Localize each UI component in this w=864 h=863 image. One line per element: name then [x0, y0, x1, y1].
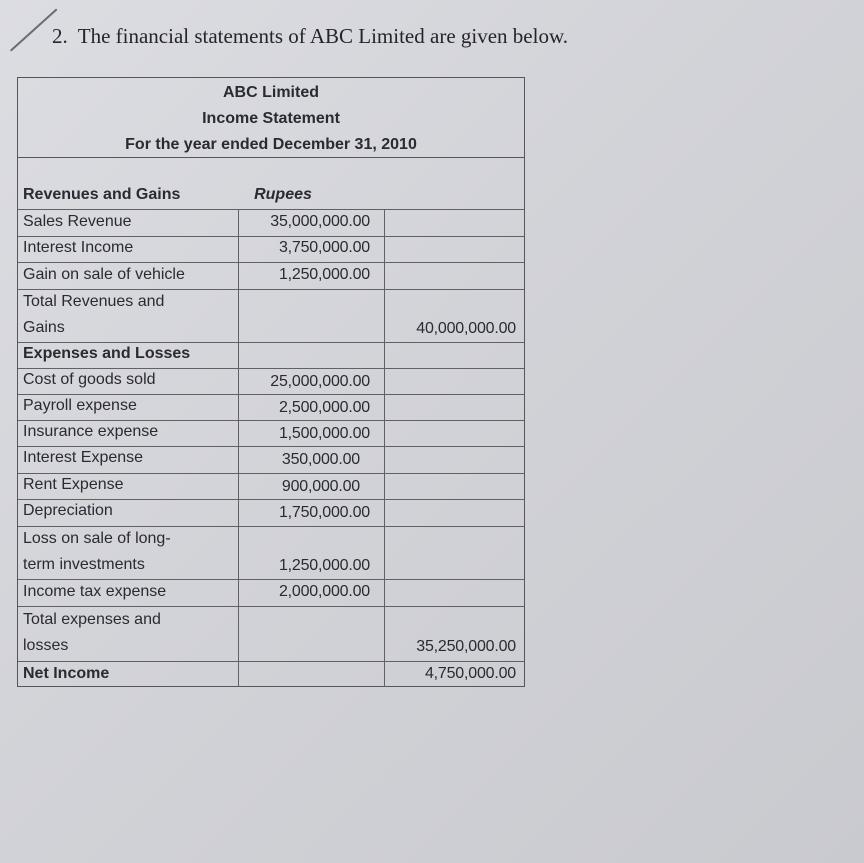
label-line: losses: [23, 637, 69, 654]
question-heading: [52, 24, 752, 54]
label-line: term investments: [23, 556, 145, 573]
expense-amount: 1,500,000.00: [278, 425, 370, 442]
revenue-amount: 3,750,000.00: [278, 239, 370, 256]
statement-header: [18, 78, 524, 158]
expense-amount: 2,500,000.00: [278, 399, 370, 416]
label-line: Total Revenues and: [23, 293, 165, 310]
column-divider: [238, 209, 239, 687]
row-divider: [18, 661, 524, 662]
question-number: 2.: [52, 24, 68, 48]
row-divider: [18, 262, 524, 263]
expense-label: Depreciation: [23, 502, 113, 519]
rupees-column-heading: Rupees: [254, 186, 312, 203]
income-tax-label: Income tax expense: [23, 583, 167, 600]
net-income-amount: 4,750,000.00: [424, 665, 516, 682]
row-divider: [18, 579, 524, 580]
loss-on-sale-amount: 1,250,000.00: [278, 557, 370, 574]
expenses-heading: Expenses and Losses: [23, 345, 191, 362]
expense-label: Insurance expense: [23, 423, 159, 440]
revenue-label: Interest Income: [23, 239, 134, 256]
label-line: Loss on sale of long-: [23, 530, 171, 547]
total-expenses-label: [23, 607, 228, 659]
question-text: The financial statements of ABC Limited are given below.: [77, 24, 568, 48]
label-line: Gains: [23, 319, 65, 336]
revenue-amount: 35,000,000.00: [270, 213, 370, 230]
expense-amount: 25,000,000.00: [270, 373, 370, 390]
expense-amount: 900,000.00: [281, 478, 360, 495]
company-name: ABC Limited: [223, 84, 319, 101]
label-line: Total expenses and: [23, 611, 161, 628]
row-divider: [18, 209, 524, 210]
margin-line: [10, 9, 57, 52]
expense-label: Cost of goods sold: [23, 371, 156, 388]
revenue-label: Sales Revenue: [23, 213, 132, 230]
net-income-label: Net Income: [23, 665, 110, 682]
expense-label: Interest Expense: [23, 449, 144, 466]
revenues-heading: Revenues and Gains: [23, 186, 181, 203]
expense-amount: 350,000.00: [281, 451, 360, 468]
expense-label: Rent Expense: [23, 476, 124, 493]
column-divider: [384, 209, 385, 687]
total-revenues-label: [23, 289, 228, 341]
loss-on-sale-label: [23, 526, 228, 578]
income-tax-amount: 2,000,000.00: [278, 583, 370, 600]
total-expenses-amount: 35,250,000.00: [416, 638, 516, 655]
statement-period: For the year ended December 31, 2010: [125, 136, 417, 153]
statement-title: Income Statement: [202, 110, 340, 127]
revenue-amount: 1,250,000.00: [278, 266, 370, 283]
income-statement-table: [17, 77, 525, 687]
expense-label: Payroll expense: [23, 397, 137, 414]
revenue-label: Gain on sale of vehicle: [23, 266, 185, 283]
expense-amount: 1,750,000.00: [278, 504, 370, 521]
total-revenues-amount: 40,000,000.00: [416, 320, 516, 337]
